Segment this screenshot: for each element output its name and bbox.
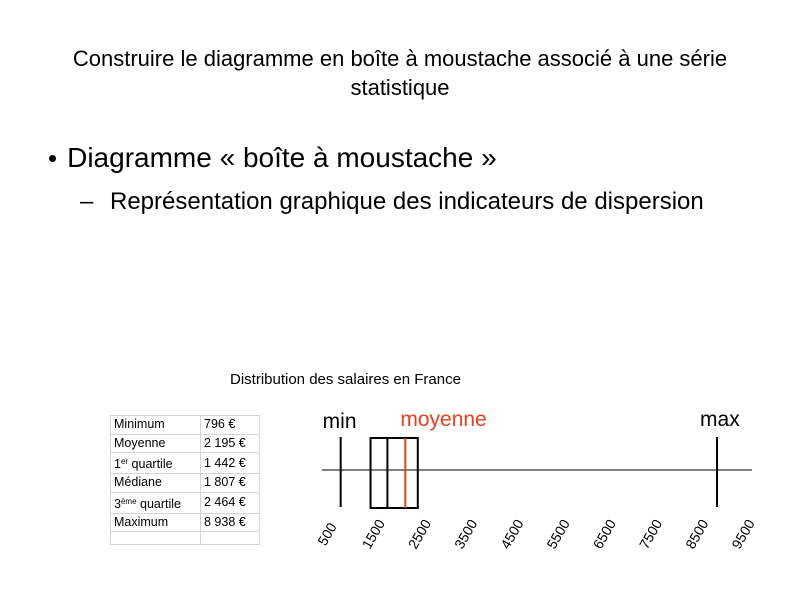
table-cell-value: 796 €: [201, 416, 260, 435]
slide-title: Construire le diagramme en boîte à moustache associé à une série statistique: [72, 46, 728, 100]
bullet-dot: •: [48, 143, 58, 173]
bullet-text: Diagramme « boîte à moustache »: [67, 142, 497, 173]
table-label-number: 3: [114, 496, 121, 511]
x-tick-label: 3500: [450, 516, 481, 552]
table-cell-value: 1 442 €: [201, 453, 260, 474]
chart-title: Distribution des salaires en France: [230, 371, 461, 388]
table-cell-value: 2 195 €: [201, 434, 260, 453]
x-tick-label: 9500: [728, 516, 758, 552]
table-cell-value: 1 807 €: [201, 474, 260, 493]
table-cell-value: 8 938 €: [201, 513, 260, 532]
x-tick-label: 4500: [497, 516, 527, 552]
table-label-superscript: ème: [120, 496, 137, 506]
x-tick-label: 6500: [589, 516, 620, 552]
box-q1-q3: [371, 438, 418, 508]
x-tick-label: 500: [314, 519, 340, 549]
x-tick-label: 2500: [404, 516, 435, 552]
table-label-superscript: er: [120, 457, 129, 466]
table-cell-label: Médiane: [111, 474, 201, 493]
x-tick-label: 5500: [543, 516, 573, 552]
x-tick-label: 1500: [358, 516, 388, 552]
x-tick-label: 7500: [635, 516, 666, 552]
table-cell-label: Moyenne: [111, 434, 201, 453]
sub-bullet-text: Représentation graphique des indicateurs de dispersion: [110, 188, 704, 215]
annotation-min: min: [322, 410, 357, 433]
annotation-max: max: [700, 408, 740, 431]
x-tick-label: 8500: [682, 516, 712, 552]
annotation-mean: moyenne: [400, 408, 487, 431]
table-cell-label: Maximum: [111, 513, 201, 532]
table-cell-label: Minimum: [111, 416, 201, 435]
table-cell-value: 2 464 €: [201, 492, 260, 513]
table-label-suffix: quartile: [136, 496, 181, 511]
table-label-suffix: quartile: [128, 457, 173, 471]
table-label-number: 1: [114, 457, 121, 471]
sub-bullet-dash: –: [80, 188, 94, 215]
